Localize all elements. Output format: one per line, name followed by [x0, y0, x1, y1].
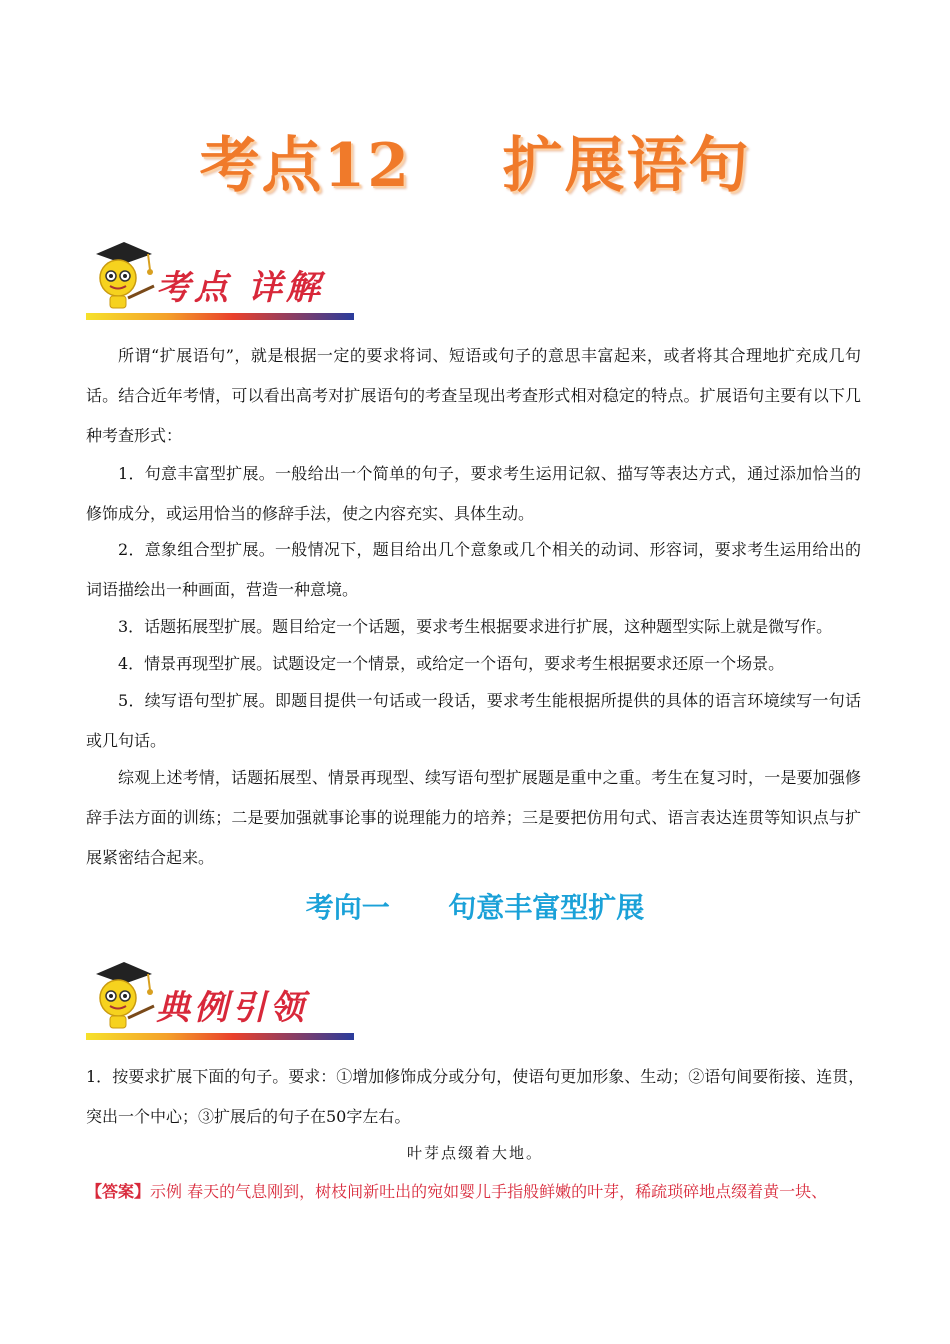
banner-label: 典例引领: [156, 988, 308, 1028]
answer-text: 示例 春天的气息刚到，树枝间新吐出的宛如婴儿手指般鲜嫩的叶芽，稀疏琐碎地点缀着黄一块、: [150, 1182, 828, 1201]
intro-item-3: 3．话题拓展型扩展。题目给定一个话题，要求考生根据要求进行扩展，这种题型实际上就是微写作。: [118, 617, 833, 636]
page-title: 考点12 扩展语句: [199, 131, 751, 201]
section-heading: 考向一 句意丰富型扩展: [305, 891, 645, 924]
intro-item-4: 4．情景再现型扩展。试题设定一个情景，或给定一个语句，要求考生根据要求还原一个场景。: [118, 654, 785, 673]
intro-item-2: 2．意象组合型扩展。一般情况下，题目给出几个意象或几个相关的动词、形容词，要求考生运用给出的词语描绘出一种画面，营造一种意境。: [86, 540, 861, 599]
answer-tag: 【答案】: [86, 1182, 151, 1201]
banner-underline: [86, 313, 354, 320]
intro-item-5: 5．续写语句型扩展。即题目提供一句话或一段话，要求考生能根据所提供的具体的语言环境续写一句话或几句话。: [86, 691, 861, 750]
banner-label: 考点 详解: [156, 268, 324, 308]
intro-paragraph: 所谓“扩展语句”，就是根据一定的要求将词、短语或句子的意思丰富起来，或者将其合理地扩充成几句话。结合近年考情，可以看出高考对扩展语句的考查呈现出考查形式相对稳定的特点。扩展语句主要有以下几种考查形式：: [86, 346, 861, 445]
question-1: [86, 1057, 866, 1137]
section-banner-details: [86, 236, 354, 320]
section-banner-examples: [86, 956, 354, 1040]
scholar-mascot-icon: [88, 956, 158, 1036]
answer-line: [86, 1178, 876, 1206]
question-number: 1．: [86, 1067, 113, 1086]
intro-item-1: 1．句意丰富型扩展。一般给出一个简单的句子，要求考生运用记叙、描写等表达方式，通过添加恰当的修饰成分，或运用恰当的修辞手法，使之内容充实、具体生动。: [86, 464, 861, 523]
scholar-mascot-icon: [88, 236, 158, 316]
question-text: 按要求扩展下面的句子。要求：①增加修饰成分或分句，使语句更加形象、生动；②语句间要衔接、连贯，突出一个中心；③扩展后的句子在50字左右。: [86, 1067, 865, 1126]
question-sample-sentence: 叶芽点缀着大地。: [406, 1144, 543, 1162]
banner-underline: [86, 1033, 354, 1040]
intro-summary: 综观上述考情，话题拓展型、情景再现型、续写语句型扩展题是重中之重。考生在复习时，一是要加强修辞手法方面的训练；二是要加强就事论事的说理能力的培养；三是要把仿用句式、语言表达连贯等知识点与扩展紧密结合起来。: [86, 768, 861, 867]
